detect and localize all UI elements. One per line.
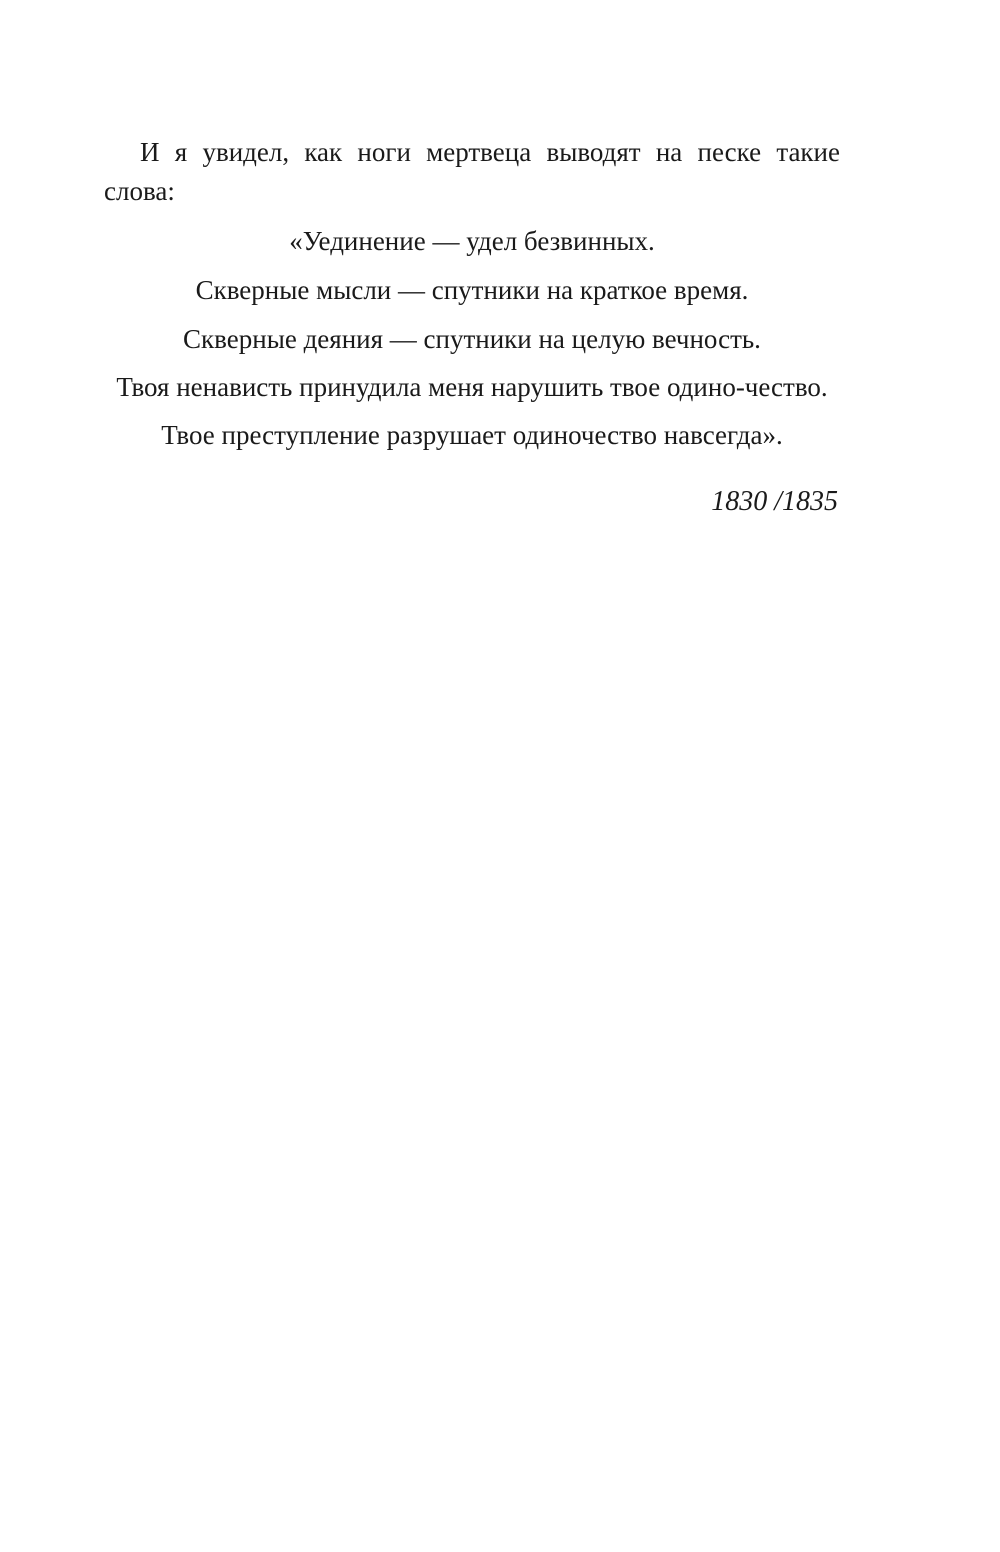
text-block — [104, 133, 840, 522]
verse-line-2: Скверные мысли — спутники на краткое время. — [195, 275, 749, 305]
verse-line-5: Твое преступление разрушает одиночество навсегда». — [161, 420, 783, 450]
verse-line-4: Твоя ненависть принудила меня нарушить твое одино-чество. — [116, 372, 828, 402]
verse-line-3: Скверные деяния — спутники на целую вечность. — [183, 324, 761, 354]
intro-paragraph: И я увидел, как ноги мертвеца выводят на песке такие слова: — [104, 137, 840, 206]
verse-line-1: «Уединение — удел безвинных. — [289, 226, 655, 256]
date-signature: 1830 /1835 — [711, 486, 838, 517]
